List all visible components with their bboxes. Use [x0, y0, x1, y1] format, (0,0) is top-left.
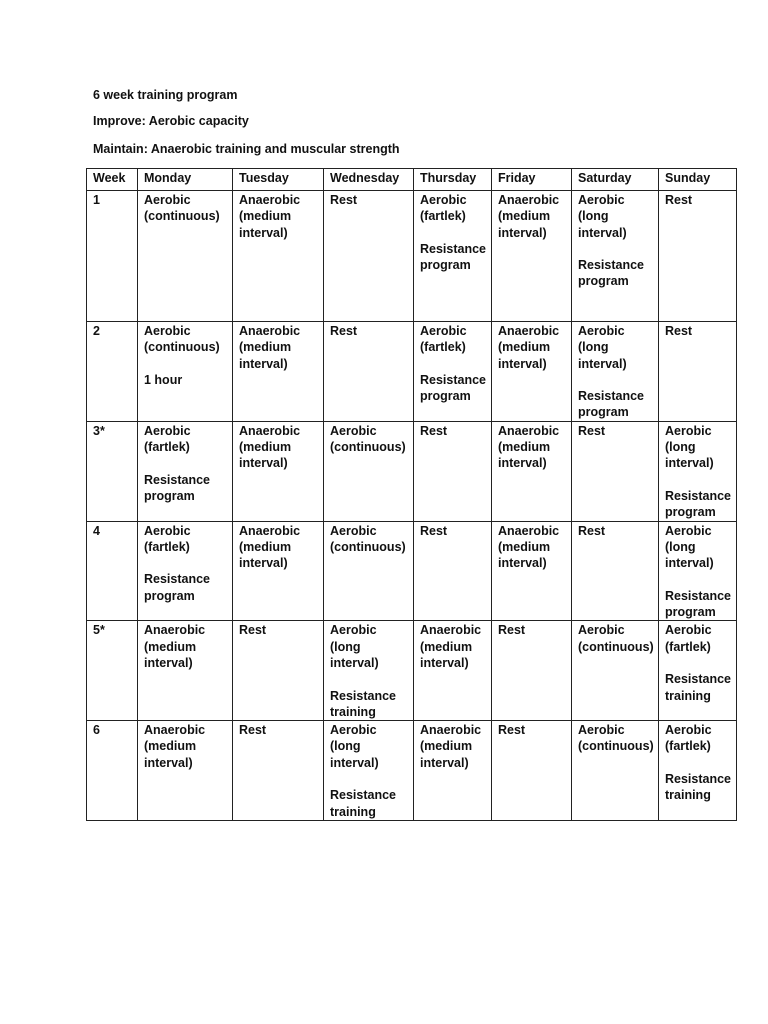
cell-text: Rest [420, 423, 448, 438]
cell-tuesday [233, 521, 324, 621]
cell-text: Aerobic [578, 723, 625, 738]
cell-text: interval) [144, 755, 193, 770]
table-row [87, 191, 737, 322]
cell-sunday [659, 521, 737, 621]
cell-text: Anaerobic [239, 423, 301, 438]
cell-text: Aerobic [330, 423, 377, 438]
cell-text: Resistance [665, 488, 732, 503]
cell-friday [492, 521, 572, 621]
cell-text: (long [330, 739, 361, 754]
header-thursday: Thursday [414, 169, 492, 191]
cell-text: (continuous) [144, 209, 220, 224]
cell-text: interval) [578, 225, 627, 240]
cell-text: (long [578, 209, 609, 224]
cell-text: Resistance [665, 672, 732, 687]
cell-text: Rest [578, 523, 606, 538]
cell-text: program [420, 389, 471, 404]
header-monday: Monday [138, 169, 233, 191]
line-gap [144, 555, 226, 571]
cell-text: Resistance [665, 772, 732, 787]
cell-text: Resistance [420, 241, 487, 256]
line-gap [420, 225, 485, 241]
cell-text: Rest [665, 324, 693, 338]
cell-wednesday [324, 421, 414, 521]
cell-text: training [665, 688, 711, 703]
line-gap [330, 771, 407, 787]
cell-text: training [665, 788, 711, 803]
cell-text: (long [665, 539, 696, 554]
cell-text: (medium [498, 440, 551, 455]
cell-monday [138, 721, 233, 821]
cell-text: interval) [498, 556, 547, 571]
cell-text: (medium [498, 539, 551, 554]
cell-text: Resistance [144, 472, 211, 487]
cell-text: (medium [420, 739, 473, 754]
cell-text: program [665, 505, 716, 520]
cell-text: interval) [498, 225, 547, 240]
cell-text: interval) [498, 356, 547, 371]
cell-text: Aerobic [665, 723, 712, 738]
document-title: 6 week training program [93, 88, 238, 102]
cell-text: Resistance [330, 788, 397, 803]
cell-text: (long [578, 340, 609, 355]
line-gap [578, 241, 652, 257]
table-header-row [87, 169, 737, 191]
cell-text: interval) [330, 755, 379, 770]
table-row [87, 421, 737, 521]
cell-thursday [414, 421, 492, 521]
cell-text: (medium [144, 739, 197, 754]
cell-text: interval) [144, 655, 193, 670]
cell-wednesday [324, 322, 414, 422]
cell-tuesday [233, 721, 324, 821]
cell-sunday [659, 721, 737, 821]
cell-text: Rest [665, 193, 693, 207]
cell-text: (long [665, 440, 696, 455]
maintain-line: Maintain: Anaerobic training and muscular strength [93, 142, 400, 156]
cell-sunday [659, 421, 737, 521]
cell-text: 1 hour [144, 372, 183, 387]
cell-text: (medium [498, 340, 551, 355]
header-saturday: Saturday [572, 169, 659, 191]
cell-text: Aerobic [665, 423, 712, 438]
cell-text: Anaerobic [498, 193, 560, 207]
cell-saturday [572, 621, 659, 721]
cell-text: Resistance [665, 588, 732, 603]
cell-text: (medium [239, 539, 292, 554]
cell-text: Rest [578, 423, 606, 438]
cell-text: interval) [239, 225, 288, 240]
cell-text: Aerobic [144, 324, 191, 338]
cell-thursday [414, 721, 492, 821]
cell-text: (continuous) [578, 639, 654, 654]
cell-thursday [414, 621, 492, 721]
cell-text: (medium [420, 639, 473, 654]
cell-text: interval) [239, 356, 288, 371]
cell-text: interval) [578, 356, 627, 371]
cell-text: Anaerobic [239, 523, 301, 538]
cell-text: (long [330, 639, 361, 654]
cell-text: interval) [498, 456, 547, 471]
cell-tuesday [233, 322, 324, 422]
cell-text: Aerobic [144, 423, 191, 438]
cell-friday [492, 421, 572, 521]
cell-text: (fartlek) [420, 209, 466, 224]
cell-text: (fartlek) [665, 739, 711, 754]
cell-text: Aerobic [578, 623, 625, 638]
week-number: 5* [87, 621, 138, 721]
cell-text: Resistance [578, 258, 645, 273]
cell-text: interval) [665, 556, 714, 571]
cell-sunday [659, 191, 737, 322]
cell-text: (medium [239, 440, 292, 455]
line-gap [330, 671, 407, 687]
cell-monday [138, 421, 233, 521]
cell-text: interval) [665, 456, 714, 471]
cell-text: (fartlek) [665, 639, 711, 654]
cell-text: (continuous) [330, 440, 406, 455]
cell-saturday [572, 191, 659, 322]
training-schedule-table [86, 168, 737, 821]
cell-text: Rest [420, 523, 448, 538]
cell-text: Aerobic [420, 193, 467, 207]
cell-monday [138, 621, 233, 721]
cell-text: Anaerobic [144, 623, 206, 638]
header-wednesday: Wednesday [324, 169, 414, 191]
cell-text: (continuous) [330, 539, 406, 554]
header-tuesday: Tuesday [233, 169, 324, 191]
improve-line: Improve: Aerobic capacity [93, 114, 249, 128]
cell-text: program [420, 258, 471, 273]
cell-wednesday [324, 191, 414, 322]
cell-text: training [330, 804, 376, 819]
week-number: 3* [87, 421, 138, 521]
header-friday: Friday [492, 169, 572, 191]
cell-wednesday [324, 621, 414, 721]
cell-text: Anaerobic [239, 193, 301, 207]
cell-text: training [330, 704, 376, 719]
cell-text: Aerobic [330, 523, 377, 538]
cell-tuesday [233, 621, 324, 721]
line-gap [665, 755, 730, 771]
cell-text: Anaerobic [498, 523, 560, 538]
week-number: 1 [87, 191, 138, 322]
cell-text: program [144, 488, 195, 503]
cell-text: interval) [420, 655, 469, 670]
cell-friday [492, 322, 572, 422]
cell-text: Anaerobic [498, 423, 560, 438]
week-number: 6 [87, 721, 138, 821]
cell-text: Aerobic [144, 193, 191, 207]
cell-saturday [572, 521, 659, 621]
cell-text: Resistance [578, 389, 645, 404]
line-gap [144, 356, 226, 372]
cell-wednesday [324, 521, 414, 621]
cell-sunday [659, 322, 737, 422]
cell-text: Anaerobic [144, 723, 206, 738]
cell-saturday [572, 721, 659, 821]
cell-tuesday [233, 421, 324, 521]
cell-text: Aerobic [330, 623, 377, 638]
header-sunday: Sunday [659, 169, 737, 191]
cell-text: (fartlek) [144, 539, 190, 554]
cell-text: program [578, 274, 629, 289]
cell-text: program [144, 588, 195, 603]
header-week: Week [87, 169, 138, 191]
cell-text: Resistance [420, 372, 487, 387]
cell-sunday [659, 621, 737, 721]
cell-wednesday [324, 721, 414, 821]
cell-text: (medium [239, 209, 292, 224]
cell-text: Rest [239, 723, 267, 738]
line-gap [665, 472, 730, 488]
cell-text: interval) [239, 556, 288, 571]
week-number: 4 [87, 521, 138, 621]
cell-text: Rest [239, 623, 267, 638]
cell-monday [138, 191, 233, 322]
cell-text: Aerobic [665, 623, 712, 638]
line-gap [578, 372, 652, 388]
cell-text: Aerobic [420, 324, 467, 338]
cell-monday [138, 521, 233, 621]
cell-text: (continuous) [144, 340, 220, 355]
cell-text: program [578, 405, 629, 420]
cell-text: Resistance [330, 688, 397, 703]
cell-monday [138, 322, 233, 422]
cell-text: Anaerobic [420, 623, 482, 638]
cell-text: Anaerobic [498, 324, 560, 338]
cell-text: Aerobic [330, 723, 377, 738]
cell-text: Rest [330, 324, 358, 338]
cell-friday [492, 191, 572, 322]
cell-saturday [572, 421, 659, 521]
cell-text: interval) [330, 655, 379, 670]
cell-text: Rest [498, 723, 526, 738]
line-gap [665, 571, 730, 587]
cell-text: Aerobic [665, 523, 712, 538]
table-row [87, 721, 737, 821]
line-gap [144, 455, 226, 471]
cell-saturday [572, 322, 659, 422]
cell-text: Rest [330, 193, 358, 207]
cell-text: (fartlek) [144, 440, 190, 455]
line-gap [665, 655, 730, 671]
cell-text: (medium [239, 340, 292, 355]
cell-text: Aerobic [144, 523, 191, 538]
cell-thursday [414, 322, 492, 422]
table-row [87, 322, 737, 422]
cell-text: program [665, 605, 716, 620]
table-row [87, 521, 737, 621]
cell-friday [492, 621, 572, 721]
cell-text: interval) [420, 755, 469, 770]
week-number: 2 [87, 322, 138, 422]
cell-text: Anaerobic [420, 723, 482, 738]
table-body [87, 191, 737, 821]
cell-text: (medium [144, 639, 197, 654]
table-row [87, 621, 737, 721]
line-gap [420, 356, 485, 372]
cell-thursday [414, 521, 492, 621]
cell-friday [492, 721, 572, 821]
cell-text: (fartlek) [420, 340, 466, 355]
cell-tuesday [233, 191, 324, 322]
cell-text: Rest [498, 623, 526, 638]
cell-text: Aerobic [578, 324, 625, 338]
cell-text: (continuous) [578, 739, 654, 754]
cell-text: Anaerobic [239, 324, 301, 338]
cell-text: Resistance [144, 572, 211, 587]
cell-text: interval) [239, 456, 288, 471]
cell-thursday [414, 191, 492, 322]
cell-text: Aerobic [578, 193, 625, 207]
cell-text: (medium [498, 209, 551, 224]
